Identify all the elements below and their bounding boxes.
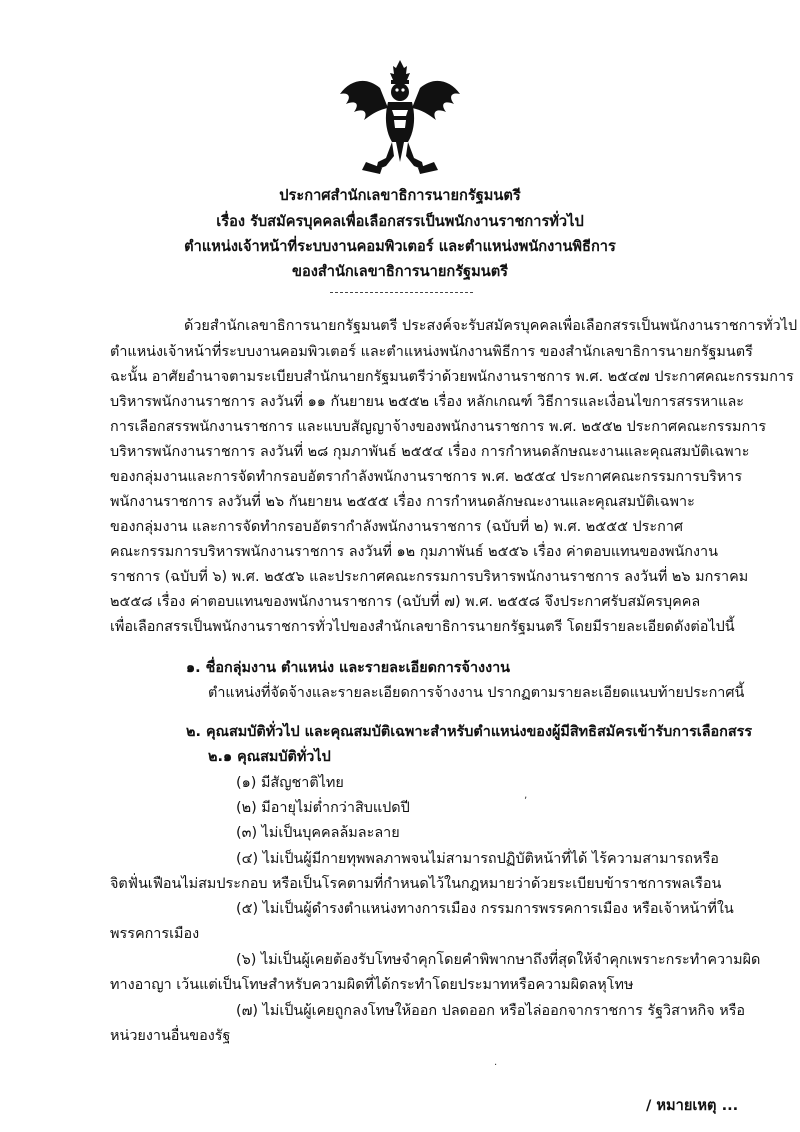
header-subject: เรื่อง รับสมัครบุคคลเพื่อเลือกสรรเป็นพนักงานราชการทั่วไป (216, 213, 584, 230)
qualification-item: (๓) ไม่เป็นบุคคลล้มละลาย (236, 825, 400, 841)
scan-speck: · (494, 1060, 498, 1071)
intro-line: ตำแหน่งเจ้าหน้าที่ระบบงานคอมพิวเตอร์ และตำแหน่งพนักงานพิธีการ ของสำนักเลขาธิการนายกรัฐมนตรี (110, 344, 753, 360)
garuda-emblem (336, 58, 464, 178)
header-title: ประกาศสำนักเลขาธิการนายกรัฐมนตรี (279, 187, 521, 204)
intro-line: พนักงานราชการ ลงวันที่ ๒๖ กันยายน ๒๕๕๕ เรื่อง การกำหนดลักษณะงานและคุณสมบัติเฉพาะ (110, 494, 695, 510)
intro-line: เพื่อเลือกสรรเป็นพนักงานราชการทั่วไปของสำนักเลขาธิการนายกรัฐมนตรี โดยมีรายละเอียดดังต่อไปนี้ (110, 619, 735, 635)
qualification-item: (๖) ไม่เป็นผู้เคยต้องรับโทษจำคุกโดยคำพิพากษาถึงที่สุดให้จำคุกเพราะกระทำความผิด (236, 952, 761, 968)
qualification-item-continued: หน่วยงานอื่นของรัฐ (110, 1028, 231, 1044)
section-2-title: ๒. คุณสมบัติทั่วไป และคุณสมบัติเฉพาะสำหรับตำแหน่งของผู้มีสิทธิสมัครเข้ารับการเลือกสรร (186, 724, 753, 740)
intro-line: ด้วยสำนักเลขาธิการนายกรัฐมนตรี ประสงค์จะรับสมัครบุคคลเพื่อเลือกสรรเป็นพนักงานราชการทั่วไป (184, 318, 798, 334)
section-1-title: ๑. ชื่อกลุ่มงาน ตำแหน่ง และรายละเอียดการจ้างงาน (186, 660, 511, 676)
header-office: ของสำนักเลขาธิการนายกรัฐมนตรี (291, 263, 509, 280)
qualification-item: (๔) ไม่เป็นผู้มีกายทุพพลภาพจนไม่สามารถปฏิบัติหน้าที่ได้ ไร้ความสามารถหรือ (236, 851, 719, 867)
intro-line: ราชการ (ฉบับที่ ๖) พ.ศ. ๒๕๕๖ และประกาศคณะกรรมการบริหารพนักงานราชการ ลงวันที่ ๒๖ มกราคม (110, 569, 749, 585)
intro-line: บริหารพนักงานราชการ ลงวันที่ ๒๘ กุมภาพันธ์ ๒๕๕๔ เรื่อง การกำหนดลักษณะงานและคุณสมบัติเฉพาะ (110, 444, 750, 460)
intro-line: คณะกรรมการบริหารพนักงานราชการ ลงวันที่ ๑๒ กุมภาพันธ์ ๒๕๕๖ เรื่อง ค่าตอบแทนของพนักงาน (110, 544, 718, 560)
qualification-item: (๒) มีอายุไม่ต่ำกว่าสิบแปดปี (236, 800, 410, 816)
continuation-note: / หมายเหตุ ... (646, 1097, 739, 1114)
header-positions: ตำแหน่งเจ้าหน้าที่ระบบงานคอมพิวเตอร์ และตำแหน่งพนักงานพิธีการ (184, 238, 616, 255)
section-2-1-title: ๒.๑ คุณสมบัติทั่วไป (208, 749, 331, 765)
intro-line: การเลือกสรรพนักงานราชการ และแบบสัญญาจ้างของพนักงานราชการ พ.ศ. ๒๕๕๒ ประกาศคณะกรรมการ (110, 419, 767, 435)
intro-line: ของกลุ่มงาน และการจัดทำกรอบอัตรากำลังพนักงานราชการ (ฉบับที่ ๒) พ.ศ. ๒๕๕๕ ประกาศ (110, 519, 684, 535)
qualification-item-continued: จิตฟั่นเฟือนไม่สมประกอบ หรือเป็นโรคตามที่กำหนดไว้ในกฎหมายว่าด้วยระเบียบข้าราชการพลเรือน (110, 876, 722, 892)
qualification-item: (๑) มีสัญชาติไทย (236, 775, 344, 791)
intro-line: บริหารพนักงานราชการ ลงวันที่ ๑๑ กันยายน ๒๕๕๒ เรื่อง หลักเกณฑ์ วิธีการและเงื่อนไขการสรรหาและ (110, 394, 744, 410)
qualification-item: (๕) ไม่เป็นผู้ดำรงตำแหน่งทางการเมือง กรรมการพรรคการเมือง หรือเจ้าหน้าที่ใน (236, 901, 734, 917)
section-1-text: ตำแหน่งที่จัดจ้างและรายละเอียดการจ้างงาน ปรากฏตามรายละเอียดแนบท้ายประกาศนี้ (208, 685, 745, 701)
qualification-item-continued: ทางอาญา เว้นแต่เป็นโทษสำหรับความผิดที่ได้กระทำโดยประมาทหรือความผิดลหุโทษ (110, 977, 634, 993)
qualification-item: (๗) ไม่เป็นผู้เคยถูกลงโทษให้ออก ปลดออก หรือไล่ออกจากราชการ รัฐวิสาหกิจ หรือ (236, 1003, 746, 1019)
scan-speck: ‚ (524, 790, 528, 801)
header-divider (330, 292, 473, 293)
qualification-item-continued: พรรคการเมือง (110, 926, 200, 942)
intro-line: ของกลุ่มงานและการจัดทำกรอบอัตรากำลังพนักงานราชการ พ.ศ. ๒๕๕๔ ประกาศคณะกรรมการบริหาร (110, 469, 743, 485)
intro-line: ๒๕๕๘ เรื่อง ค่าตอบแทนของพนักงานราชการ (ฉบับที่ ๗) พ.ศ. ๒๕๕๘ จึงประกาศรับสมัครบุคคล (110, 594, 701, 610)
intro-line: ฉะนั้น อาศัยอำนาจตามระเบียบสำนักนายกรัฐมนตรีว่าด้วยพนักงานราชการ พ.ศ. ๒๕๔๗ ประกาศคณะกรรมการ (110, 369, 794, 385)
